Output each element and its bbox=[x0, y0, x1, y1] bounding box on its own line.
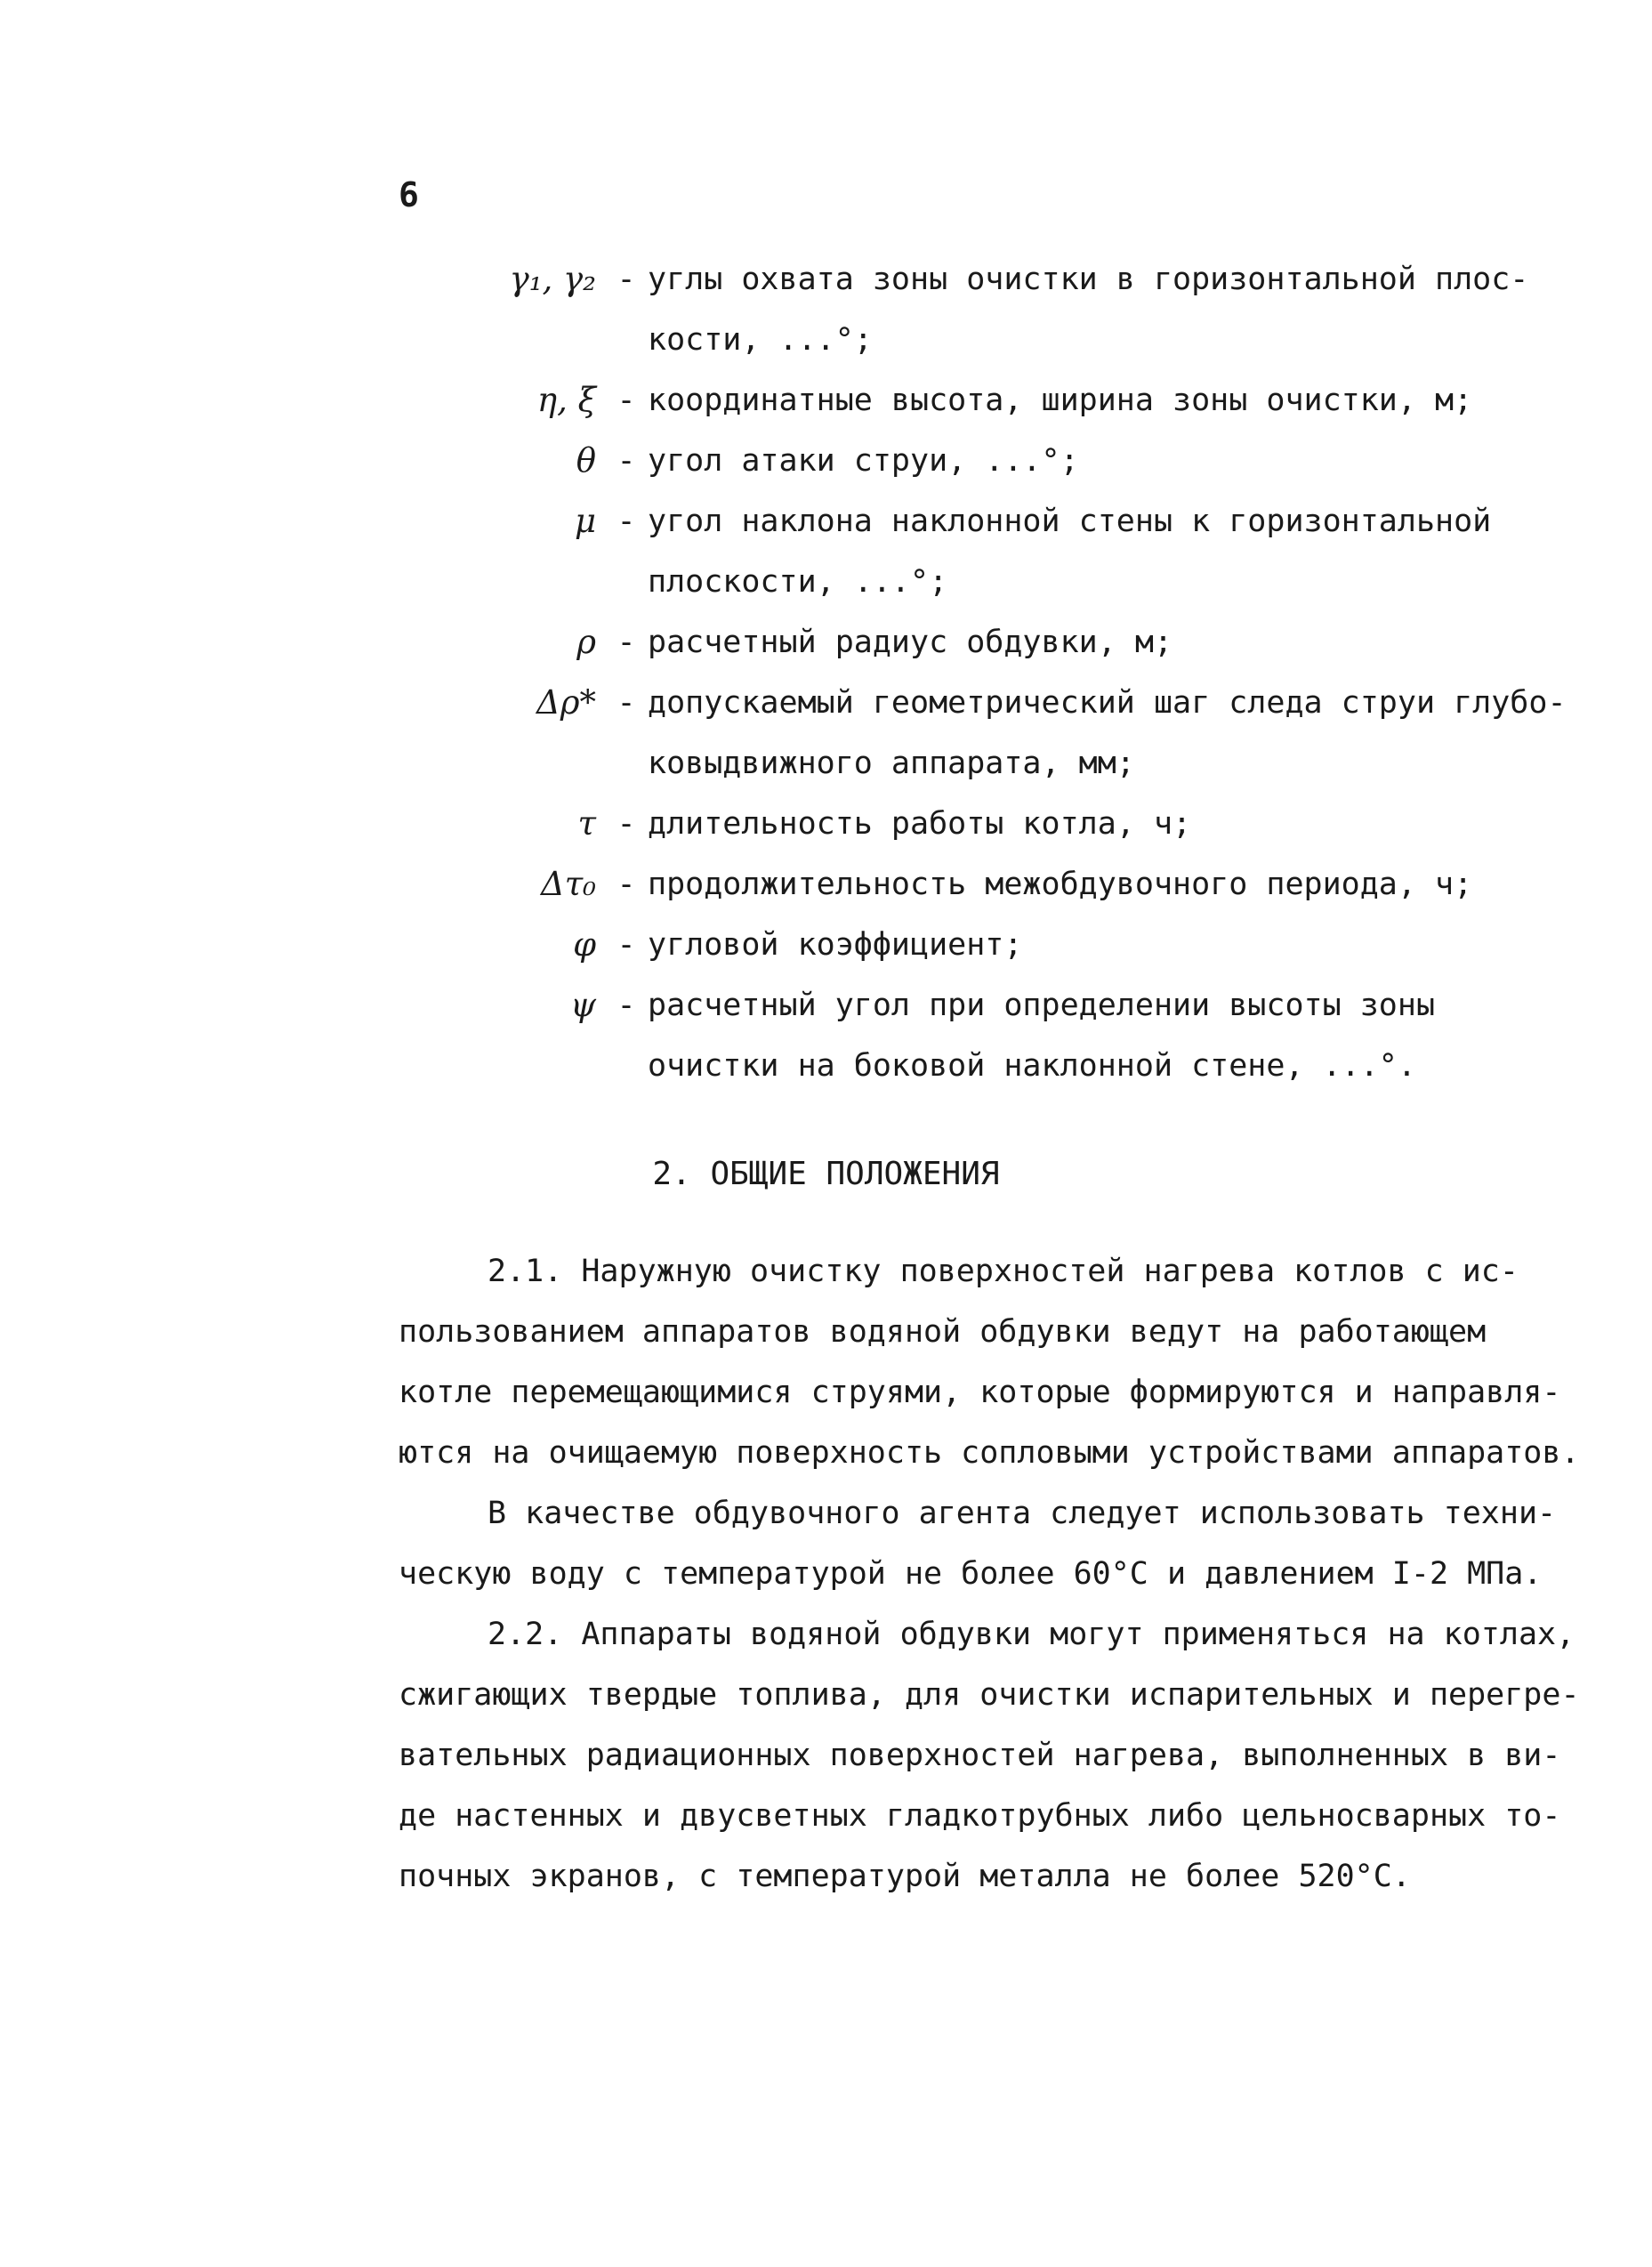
definition-line: углы охвата зоны очистки в горизонтальной плос- bbox=[648, 262, 1529, 297]
definition-line: угол наклона наклонной стены к горизонтальной bbox=[648, 504, 1492, 539]
definition-symbol: θ bbox=[576, 441, 596, 480]
definition-text bbox=[648, 915, 1575, 975]
paragraph-line: В качестве обдувочного агента следует использовать техни- bbox=[488, 1496, 1557, 1531]
paragraph-line: ются на очищаемую поверхность сопловыми устройствами аппаратов. bbox=[399, 1435, 1580, 1471]
definition-line: угловой коэффициент; bbox=[648, 927, 1023, 963]
definition-text bbox=[648, 794, 1575, 854]
paragraph-line: 2.1. Наружную очистку поверхностей нагрева котлов с ис- bbox=[488, 1254, 1519, 1289]
paragraph-line: сжигающих твердые топлива, для очистки испарительных и перегре- bbox=[399, 1677, 1580, 1713]
definition-text bbox=[648, 975, 1575, 1096]
definition-item bbox=[463, 612, 1575, 673]
definition-line: координатные высота, ширина зоны очистки, м; bbox=[648, 383, 1473, 418]
definition-symbol: ψ bbox=[569, 986, 596, 1024]
definition-item bbox=[463, 975, 1575, 1096]
paragraph-agent bbox=[399, 1483, 1557, 1604]
definition-text bbox=[648, 612, 1575, 673]
definition-line: угол атаки струи, ...°; bbox=[648, 443, 1079, 479]
paragraph-2-1 bbox=[399, 1241, 1580, 1483]
definition-dash: - bbox=[616, 988, 636, 1023]
definition-item bbox=[463, 915, 1575, 975]
page-number: 6 bbox=[399, 175, 419, 214]
definition-dash: - bbox=[616, 262, 636, 297]
definition-line: расчетный угол при определении высоты зоны bbox=[648, 988, 1436, 1023]
definition-dash: - bbox=[616, 806, 636, 842]
definition-dash: - bbox=[616, 383, 636, 418]
definition-dash: - bbox=[616, 625, 636, 660]
definition-line: кости, ...°; bbox=[648, 322, 873, 358]
definition-item bbox=[463, 854, 1575, 915]
definition-text bbox=[648, 491, 1575, 612]
definition-text bbox=[648, 854, 1575, 915]
section-heading: 2. ОБЩИЕ ПОЛОЖЕНИЯ bbox=[652, 1156, 1000, 1192]
paragraph-line: де настенных и двусветных гладкотрубных либо цельносварных то- bbox=[399, 1798, 1561, 1834]
definition-line: допускаемый геометрический шаг следа струи глубо- bbox=[648, 685, 1567, 721]
definition-line: расчетный радиус обдувки, м; bbox=[648, 625, 1173, 660]
paragraph-2-2 bbox=[399, 1604, 1580, 1907]
definition-item bbox=[463, 794, 1575, 854]
definition-text bbox=[648, 673, 1575, 794]
definition-dash: - bbox=[616, 685, 636, 721]
definition-dash: - bbox=[616, 927, 636, 963]
definition-line: очистки на боковой наклонной стене, ...°. bbox=[648, 1048, 1416, 1084]
definition-symbol: μ bbox=[574, 502, 596, 540]
definition-dash: - bbox=[616, 443, 636, 479]
section-body bbox=[399, 1241, 1580, 1907]
definition-symbol: ρ bbox=[576, 623, 596, 661]
paragraph-line: ческую воду с температурой не более 60°С и давлением I-2 МПа. bbox=[399, 1556, 1543, 1592]
paragraph-line: котле перемещающимися струями, которые формируются и направля- bbox=[399, 1375, 1561, 1410]
definition-symbol: Δτ₀ bbox=[540, 865, 596, 903]
definition-symbol: τ bbox=[577, 804, 596, 843]
definition-text bbox=[648, 431, 1575, 491]
definition-line: длительность работы котла, ч; bbox=[648, 806, 1192, 842]
paragraph-line: 2.2. Аппараты водяной обдувки могут применяться на котлах, bbox=[488, 1617, 1575, 1652]
definition-symbol: γ₁, γ₂ bbox=[509, 260, 596, 298]
definition-item bbox=[463, 431, 1575, 491]
definition-text bbox=[648, 249, 1575, 370]
definition-symbol: η, ξ bbox=[536, 381, 596, 419]
definition-dash: - bbox=[616, 504, 636, 539]
definition-symbol: φ bbox=[573, 925, 596, 964]
definition-symbol: Δρ* bbox=[536, 683, 596, 722]
paragraph-line: почных экранов, с температурой металла не более 520°С. bbox=[399, 1859, 1411, 1894]
definition-item bbox=[463, 491, 1575, 612]
definition-item bbox=[463, 370, 1575, 431]
paragraph-line: пользованием аппаратов водяной обдувки ведут на работающем bbox=[399, 1314, 1487, 1350]
definition-dash: - bbox=[616, 867, 636, 902]
definition-line: продолжительность межобдувочного периода, ч; bbox=[648, 867, 1473, 902]
paragraph-line: вательных радиационных поверхностей нагрева, выполненных в ви- bbox=[399, 1738, 1561, 1773]
definition-item bbox=[463, 673, 1575, 794]
definition-line: ковыдвижного аппарата, мм; bbox=[648, 746, 1135, 781]
definition-text bbox=[648, 370, 1575, 431]
definition-line: плоскости, ...°; bbox=[648, 564, 948, 600]
definition-item bbox=[463, 249, 1575, 370]
symbol-definitions-list bbox=[463, 249, 1575, 1096]
